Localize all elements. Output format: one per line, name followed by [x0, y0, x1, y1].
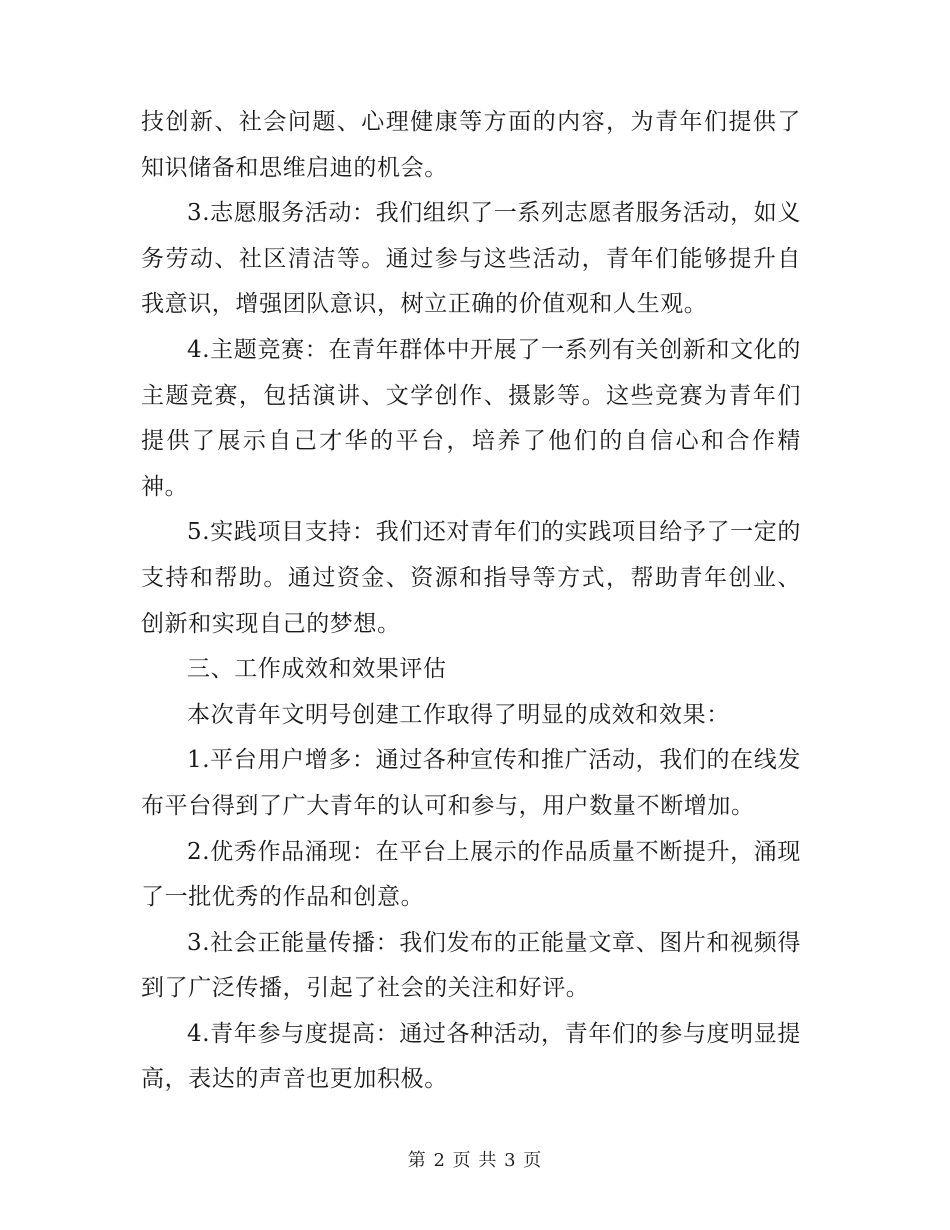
paragraph-project-support: 5.实践项目支持：我们还对青年们的实践项目给予了一定的支持和帮助。通过资金、资源和指导等方式，帮助青年创业、创新和实现自己的梦想。	[141, 519, 801, 637]
page-footer: 第 2 页 共 3 页	[407, 1150, 543, 1171]
paragraph-excellent-works: 2.优秀作品涌现：在平台上展示的作品质量不断提升，涌现了一批优秀的作品和创意。	[141, 838, 801, 911]
document-body	[141, 100, 801, 1103]
paragraph-volunteer-service: 3.志愿服务活动：我们组织了一系列志愿者服务活动，如义务劳动、社区清洁等。通过参与这些活动，青年们能够提升自我意识，增强团队意识，树立正确的价值观和人生观。	[141, 200, 801, 318]
paragraph-theme-competition: 4.主题竞赛：在青年群体中开展了一系列有关创新和文化的主题竞赛，包括演讲、文学创作、摄影等。这些竞赛为青年们提供了展示自己才华的平台，培养了他们的自信心和合作精神。	[141, 336, 801, 500]
section-heading-results: 三、工作成效和效果评估	[187, 656, 447, 683]
paragraph-youth-participation: 4.青年参与度提高：通过各种活动，青年们的参与度明显提高，表达的声音也更加积极。	[141, 1020, 801, 1093]
paragraph-continuation: 技创新、社会问题、心理健康等方面的内容，为青年们提供了知识储备和思维启迪的机会。	[141, 109, 801, 181]
paragraph-results-intro: 本次青年文明号创建工作取得了明显的成效和效果：	[187, 701, 730, 728]
paragraph-user-growth: 1.平台用户增多：通过各种宣传和推广活动，我们的在线发布平台得到了广大青年的认可和参与，用户数量不断增加。	[141, 747, 801, 819]
paragraph-positive-energy: 3.社会正能量传播：我们发布的正能量文章、图片和视频得到了广泛传播，引起了社会的关注和好评。	[141, 929, 801, 1002]
